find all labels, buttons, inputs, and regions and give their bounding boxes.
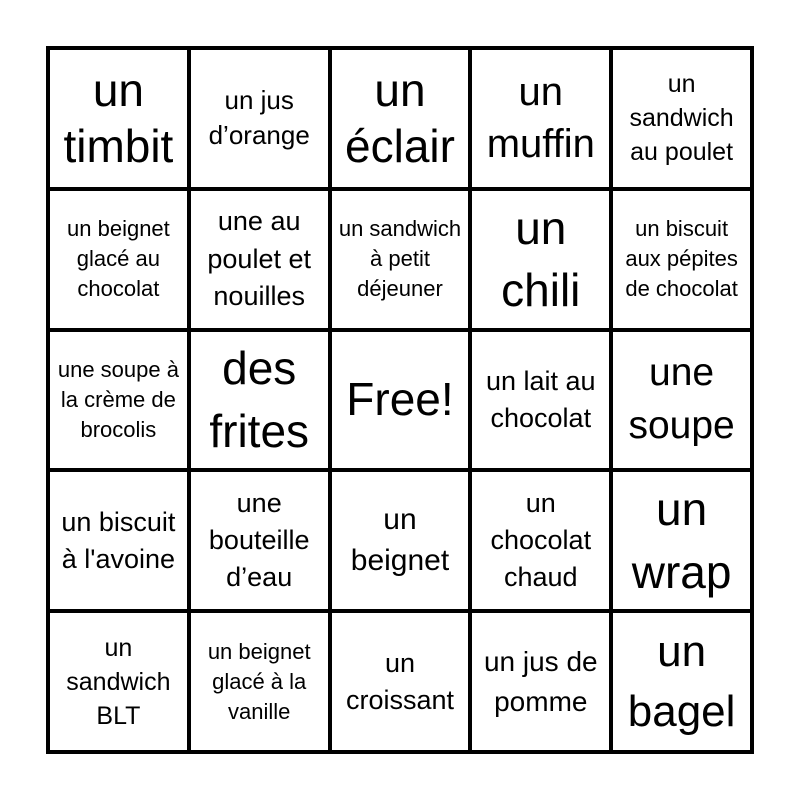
- bingo-cell-text: un muffin: [486, 69, 595, 167]
- free-space-cell[interactable]: [330, 330, 471, 471]
- bingo-cell[interactable]: [189, 611, 330, 752]
- bingo-cell[interactable]: [611, 189, 752, 330]
- bingo-cell-text: un beignet glacé au chocolat: [67, 216, 170, 302]
- bingo-cell[interactable]: [330, 611, 471, 752]
- bingo-cell-text: un jus de pomme: [483, 646, 598, 717]
- bingo-cell[interactable]: [330, 48, 471, 189]
- bingo-cell[interactable]: [470, 330, 611, 471]
- bingo-cell[interactable]: [48, 330, 189, 471]
- bingo-cell-text: un bagel: [627, 626, 736, 736]
- bingo-cell-text: un biscuit à l'avoine: [61, 506, 176, 574]
- bingo-cell[interactable]: [48, 611, 189, 752]
- bingo-cell[interactable]: [189, 330, 330, 471]
- bingo-cell[interactable]: [330, 189, 471, 330]
- bingo-cell[interactable]: [470, 611, 611, 752]
- bingo-cell-text: une au poulet et nouilles: [207, 206, 311, 311]
- bingo-cell-text: un beignet glacé à la vanille: [207, 638, 311, 724]
- bingo-cell-text: un croissant: [345, 647, 455, 715]
- bingo-cell-text: une soupe à la crème de brocolis: [57, 357, 179, 442]
- bingo-cell-text: un éclair: [345, 64, 455, 173]
- bingo-cell[interactable]: [48, 48, 189, 189]
- bingo-cell-text: un beignet: [350, 502, 450, 577]
- bingo-cell[interactable]: [189, 48, 330, 189]
- bingo-cell-text: un wrap: [631, 483, 732, 598]
- bingo-cell[interactable]: [470, 189, 611, 330]
- bingo-cell-text: une soupe: [628, 351, 735, 447]
- bingo-cell[interactable]: [189, 189, 330, 330]
- bingo-cell-text: un sandwich au poulet: [629, 70, 734, 167]
- bingo-cell-text: un chocolat chaud: [490, 487, 592, 593]
- bingo-cell[interactable]: [470, 48, 611, 189]
- bingo-cell-text: un sandwich à petit déjeuner: [338, 216, 462, 302]
- bingo-cell-text: un biscuit aux pépites de chocolat: [625, 216, 738, 302]
- free-space-label: Free!: [346, 373, 454, 426]
- bingo-cell[interactable]: [611, 48, 752, 189]
- bingo-cell[interactable]: [330, 470, 471, 611]
- bingo-cell-text: un lait au chocolat: [485, 365, 596, 433]
- bingo-cell-text: un jus d’orange: [208, 85, 310, 151]
- bingo-cell-text: une bouteille d’eau: [208, 487, 310, 593]
- bingo-cell[interactable]: [611, 330, 752, 471]
- bingo-cell[interactable]: [611, 470, 752, 611]
- bingo-cell[interactable]: [470, 470, 611, 611]
- bingo-board: [46, 46, 754, 754]
- bingo-cell-text: un chili: [501, 201, 581, 317]
- bingo-cell-text: un timbit: [63, 64, 174, 173]
- bingo-cell[interactable]: [48, 470, 189, 611]
- bingo-cell[interactable]: [189, 470, 330, 611]
- bingo-cell-text: des frites: [209, 342, 310, 457]
- bingo-cell[interactable]: [48, 189, 189, 330]
- bingo-cell-text: un sandwich BLT: [66, 633, 171, 730]
- bingo-cell[interactable]: [611, 611, 752, 752]
